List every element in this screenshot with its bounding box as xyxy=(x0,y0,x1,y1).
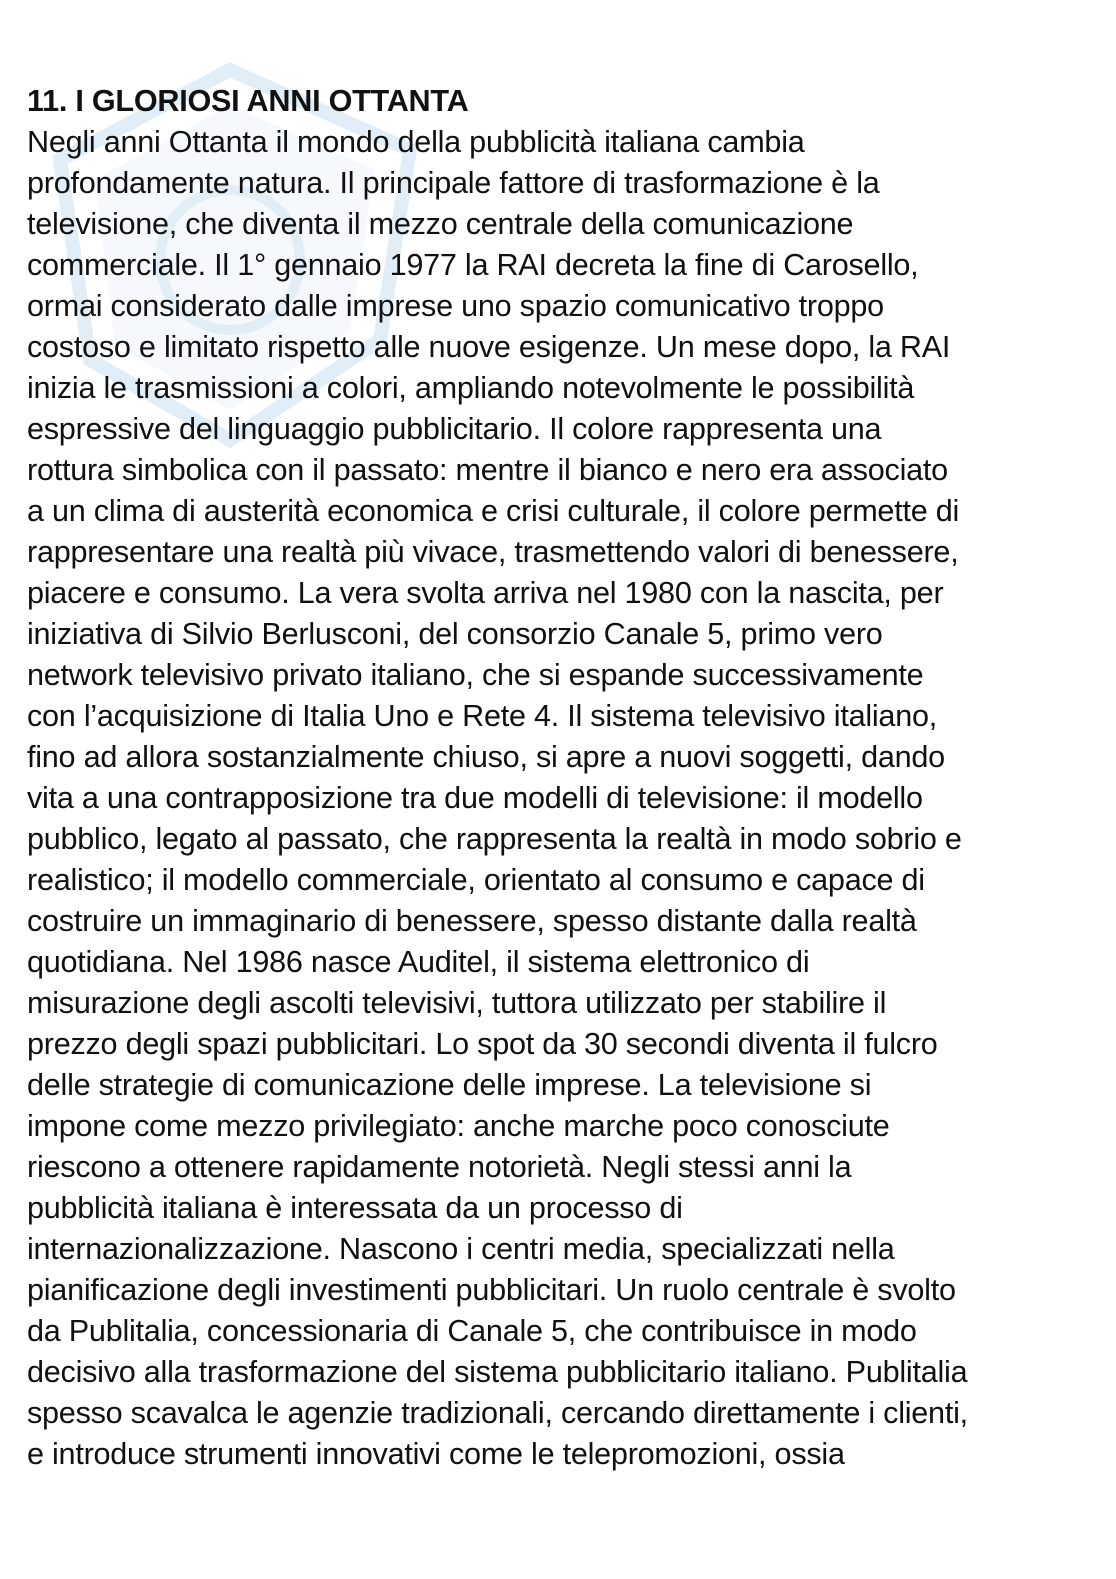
text-line: delle strategie di comunicazione delle imprese. La televisione si xyxy=(27,1068,872,1102)
text-line: inizia le trasmissioni a colori, ampliando notevolmente le possibilità xyxy=(27,371,915,405)
text-line: quotidiana. Nel 1986 nasce Auditel, il sistema elettronico di xyxy=(27,945,810,979)
text-line: rappresentare una realtà più vivace, trasmettendo valori di benessere, xyxy=(27,535,959,569)
text-line: rottura simbolica con il passato: mentre il bianco e nero era associato xyxy=(27,453,948,487)
text-line: internazionalizzazione. Nascono i centri media, specializzati nella xyxy=(27,1232,895,1266)
text-line: costoso e limitato rispetto alle nuove esigenze. Un mese dopo, la RAI xyxy=(27,330,951,364)
text-line: Negli anni Ottanta il mondo della pubblicità italiana cambia xyxy=(27,125,805,159)
text-line: e introduce strumenti innovativi come le telepromozioni, ossia xyxy=(27,1437,845,1471)
text-line: misurazione degli ascolti televisivi, tuttora utilizzato per stabilire il xyxy=(27,986,887,1020)
text-line: impone come mezzo privilegiato: anche marche poco conosciute xyxy=(27,1109,890,1143)
text-line: spesso scavalca le agenzie tradizionali, cercando direttamente i clienti, xyxy=(27,1396,968,1430)
text-line: pianificazione degli investimenti pubblicitari. Un ruolo centrale è svolto xyxy=(27,1273,956,1307)
text-line: profondamente natura. Il principale fattore di trasformazione è la xyxy=(27,166,880,200)
text-line: riescono a ottenere rapidamente notorietà. Negli stessi anni la xyxy=(27,1150,852,1184)
text-line: costruire un immaginario di benessere, spesso distante dalla realtà xyxy=(27,904,917,938)
text-line: network televisivo privato italiano, che si espande successivamente xyxy=(27,658,924,692)
paragraph xyxy=(27,122,1089,1475)
text-line: con l’acquisizione di Italia Uno e Rete 4. Il sistema televisivo italiano, xyxy=(27,699,937,733)
text-line: televisione, che diventa il mezzo centrale della comunicazione xyxy=(27,207,854,241)
document-body xyxy=(27,81,1089,1475)
text-line: piacere e consumo. La vera svolta arriva nel 1980 con la nascita, per xyxy=(27,576,944,610)
text-line: prezzo degli spazi pubblicitari. Lo spot da 30 secondi diventa il fulcro xyxy=(27,1027,938,1061)
text-line: a un clima di austerità economica e crisi culturale, il colore permette di xyxy=(27,494,960,528)
text-line: realistico; il modello commerciale, orientato al consumo e capace di xyxy=(27,863,925,897)
section-title: 11. I GLORIOSI ANNI OTTANTA xyxy=(27,84,469,118)
text-line: decisivo alla trasformazione del sistema pubblicitario italiano. Publitalia xyxy=(27,1355,968,1389)
text-line: fino ad allora sostanzialmente chiuso, si apre a nuovi soggetti, dando xyxy=(27,740,945,774)
text-line: da Publitalia, concessionaria di Canale 5, che contribuisce in modo xyxy=(27,1314,917,1348)
text-line: espressive del linguaggio pubblicitario. Il colore rappresenta una xyxy=(27,412,882,446)
text-line: iniziativa di Silvio Berlusconi, del consorzio Canale 5, primo vero xyxy=(27,617,883,651)
text-line: vita a una contrapposizione tra due modelli di televisione: il modello xyxy=(27,781,923,815)
text-line: ormai considerato dalle imprese uno spazio comunicativo troppo xyxy=(27,289,884,323)
text-line: commerciale. Il 1° gennaio 1977 la RAI decreta la fine di Carosello, xyxy=(27,248,919,282)
text-line: pubblicità italiana è interessata da un processo di xyxy=(27,1191,683,1225)
text-line: pubblico, legato al passato, che rappresenta la realtà in modo sobrio e xyxy=(27,822,962,856)
